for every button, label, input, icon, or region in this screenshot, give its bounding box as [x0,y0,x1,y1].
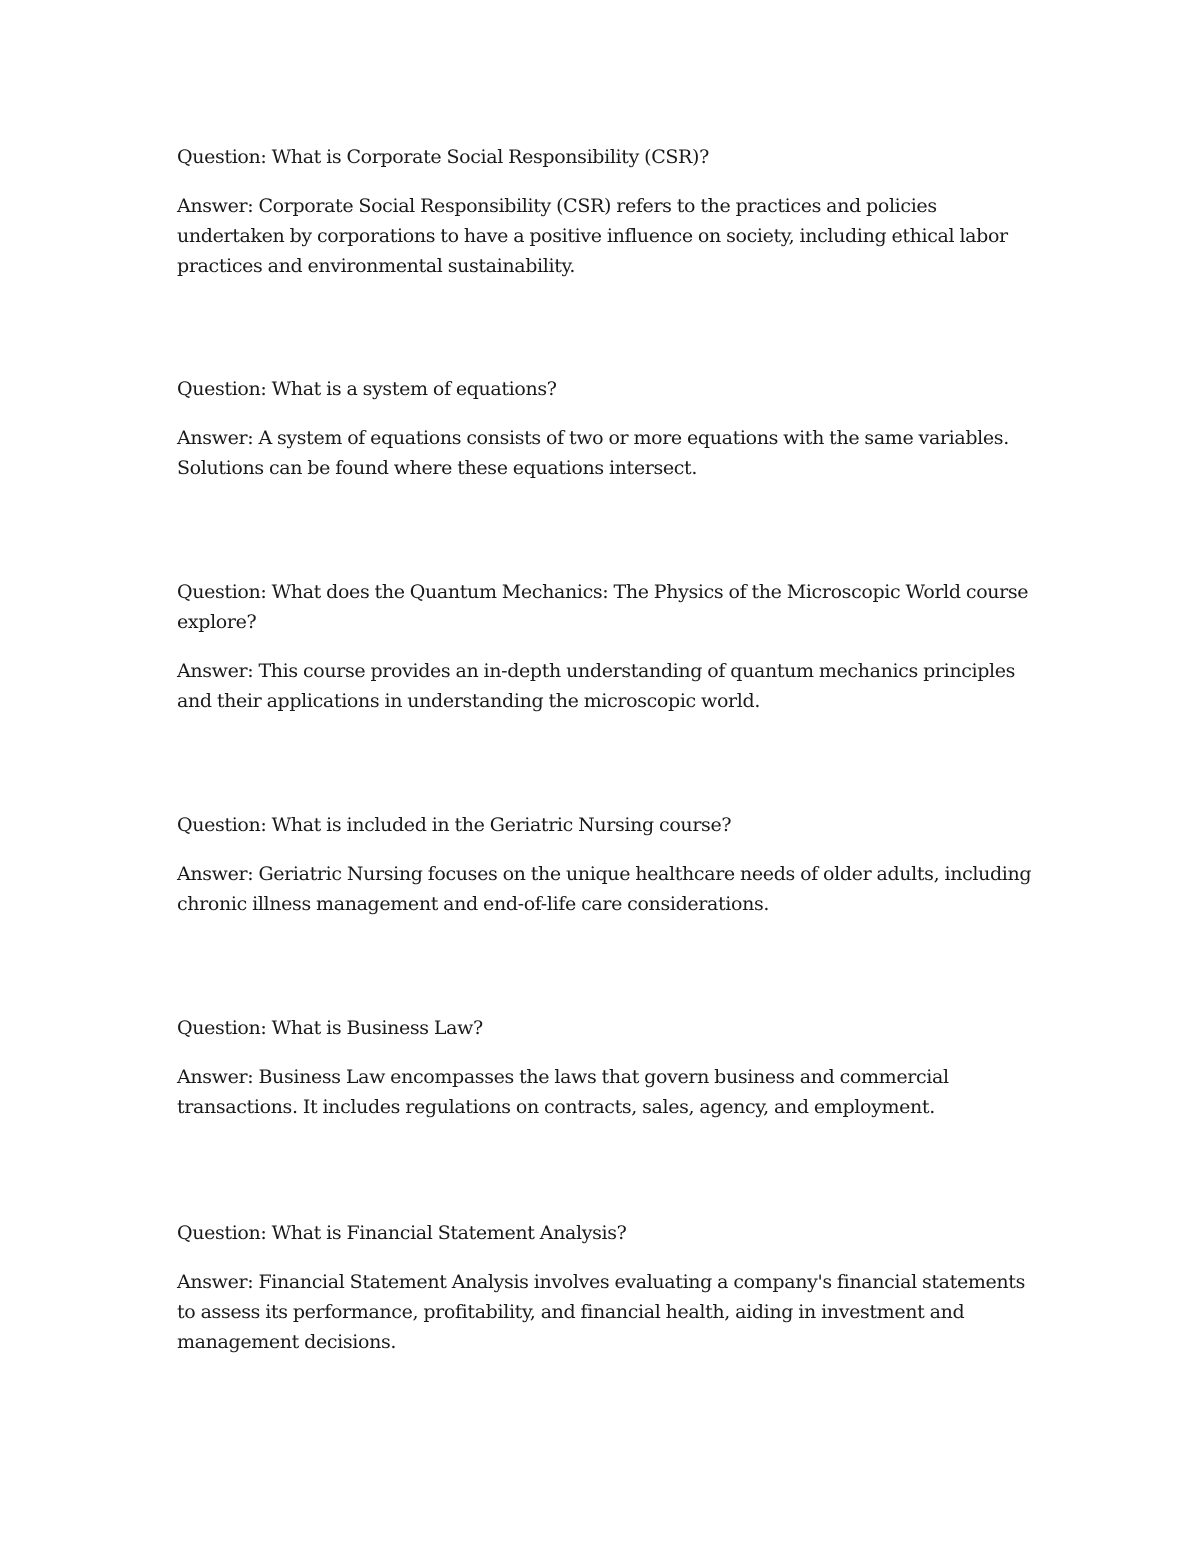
qa-item [177,577,1037,716]
qa-item [177,374,1037,483]
qa-item [177,810,1037,919]
answer-text: Answer: Geriatric Nursing focuses on the unique healthcare needs of older adults, including chronic illness management and end-of-life care considerations. [177,863,1032,915]
answer-text: Answer: This course provides an in-depth understanding of quantum mechanics principles and their applications in understanding the microscopic world. [177,660,1016,712]
qa-item [177,1013,1037,1122]
question-text: Question: What is Business Law? [177,1017,483,1039]
question-text: Question: What does the Quantum Mechanics: The Physics of the Microscopic World course explore? [177,581,1029,633]
answer-text: Answer: A system of equations consists of two or more equations with the same variables. Solutions can be found where these equations intersect. [177,427,1009,479]
qa-item [177,142,1037,281]
answer-text: Answer: Corporate Social Responsibility (CSR) refers to the practices and policies undertaken by corporations to have a positive influence on society, including ethical labor practices and environmental sustainability. [177,195,1008,277]
question-text: Question: What is a system of equations? [177,378,557,400]
answer-text: Answer: Business Law encompasses the laws that govern business and commercial transactions. It includes regulations on contracts, sales, agency, and employment. [177,1066,949,1118]
qa-item [177,1218,1037,1357]
question-text: Question: What is Corporate Social Responsibility (CSR)? [177,146,709,168]
question-text: Question: What is Financial Statement Analysis? [177,1222,627,1244]
question-text: Question: What is included in the Geriatric Nursing course? [177,814,732,836]
answer-text: Answer: Financial Statement Analysis involves evaluating a company's financial statements to assess its performance, profitability, and financial health, aiding in investment and management decisions. [177,1271,1025,1353]
